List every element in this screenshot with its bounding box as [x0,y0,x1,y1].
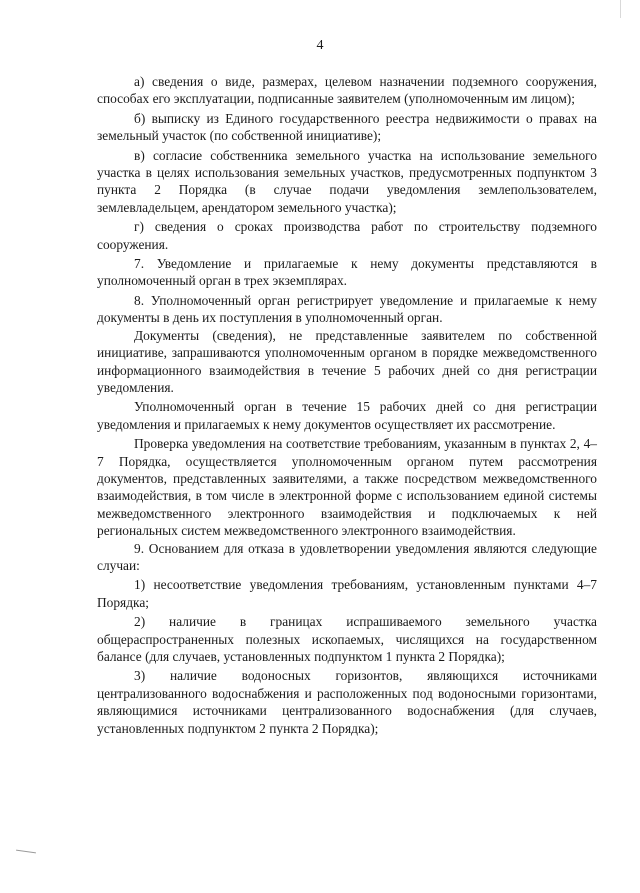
paragraph-b: б) выписку из Единого государственного реестра недвижимости о правах на земельный участок (по собственной инициативе); [97,110,597,144]
list-item-1: 1) несоответствие уведомления требованиям, установленным пунктами 4–7 Порядка; [97,577,597,610]
paragraph-g: г) сведения о сроках производства работ по строительству подземного сооружения. [97,219,597,252]
paragraph-7: 7. Уведомление и прилагаемые к нему документы представляются в уполномоченный орган в трех экземплярах. [97,256,597,289]
scan-edge-mark [620,0,635,18]
page-number: 4 [316,38,324,53]
list-item-2: 2) наличие в границах испрашиваемого земельного участка общераспространенных полезных ископаемых, числящихся на государственном балансе (для случаев, установленных подпунктом 1 пункта 2 Порядка); [97,614,597,664]
list-item-3: 3) наличие водоносных горизонтов, являющихся источниками централизованного водоснабжения и расположенных под водоносными горизонтами, являющимися источниками централизованного водоснабжения (для случаев, установленных подпунктом 2 пункта 2 Порядка); [97,668,597,736]
document-body [97,73,597,737]
paragraph-documents: Документы (сведения), не представленные заявителем по собственной инициативе, запрашиваются уполномоченным органом в порядке межведомственного информационного взаимодействия в течение 5 рабочих дней со дня регистрации уведомления. [97,327,597,395]
paragraph-v: в) согласие собственника земельного участка на использование земельного участка в целях использования земельных участков, предусмотренных подпунктом 3 пункта 2 Порядка (в случае подачи уведомления землепользователем, землевладельцем, арендатором земельного участка); [97,147,597,215]
scan-mark [16,850,36,854]
paragraph-9: 9. Основанием для отказа в удовлетворении уведомления являются следующие случаи: [97,540,597,573]
paragraph-a: а) сведения о виде, размерах, целевом назначении подземного сооружения, способах его эксплуатации, подписанные заявителем (уполномоченным им лицом); [97,74,597,107]
paragraph-verification: Проверка уведомления на соответствие требованиям, указанным в пунктах 2, 4–7 Порядка, осуществляется уполномоченным органом путем рассмотрения документов, представленных заявителями, а также посредством межведомственного взаимодействия, в том числе в электронной форме с использованием единой системы межведомственного электронного взаимодействия и подключаемых к ней региональных систем межведомственного электронного взаимодействия. [97,436,597,539]
paragraph-8: 8. Уполномоченный орган регистрирует уведомление и прилагаемые к нему документы в день их поступления в уполномоченный орган. [97,292,597,326]
paragraph-review: Уполномоченный орган в течение 15 рабочих дней со дня регистрации уведомления и прилагаемых к нему документов осуществляет их рассмотрение. [97,399,597,432]
